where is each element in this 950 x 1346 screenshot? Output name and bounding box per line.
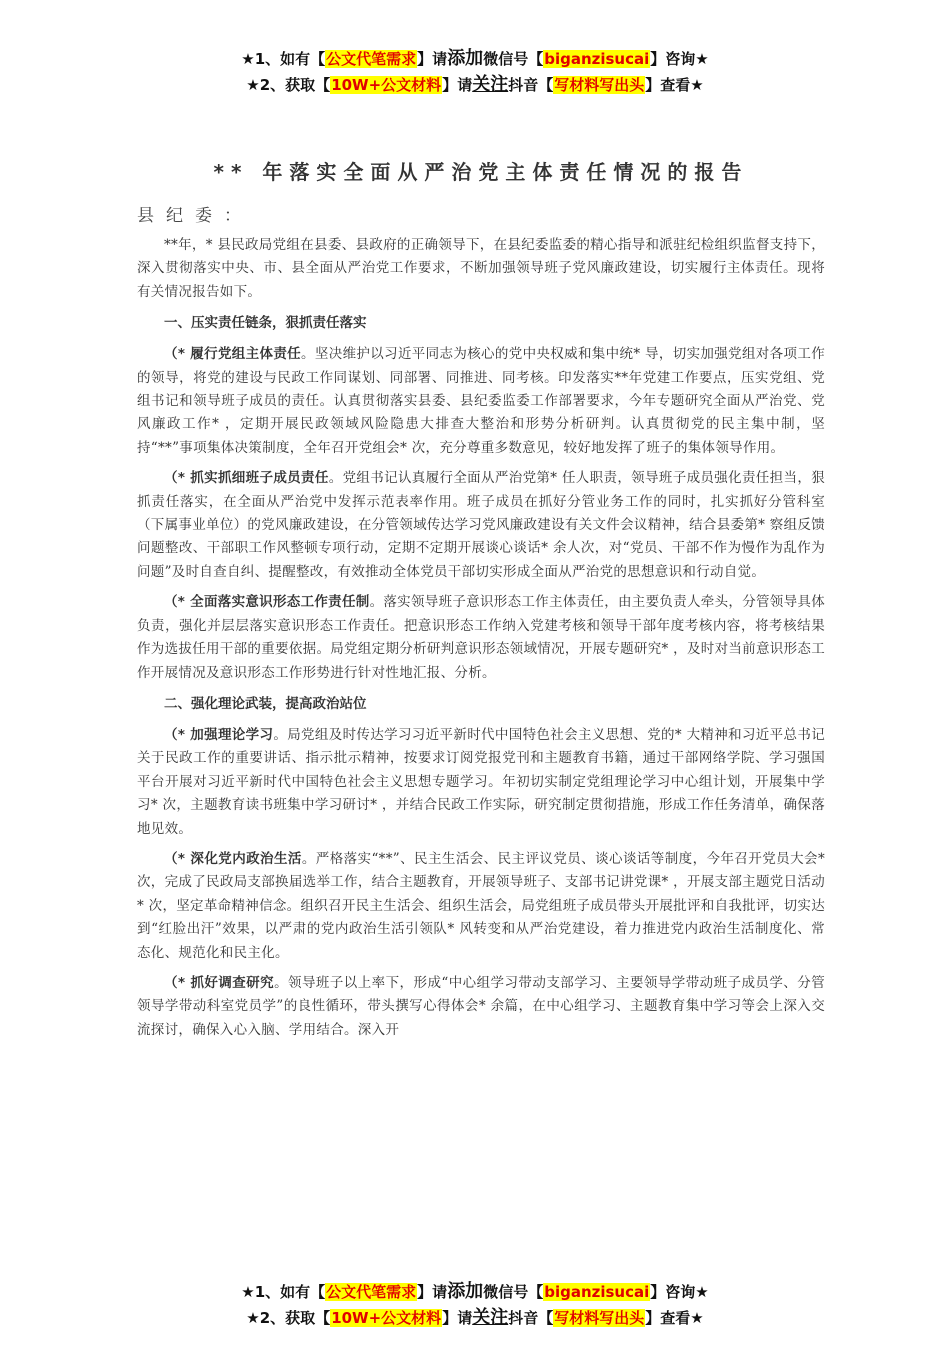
- promo-highlight: 公文代笔需求: [326, 1283, 417, 1301]
- section-heading-1: 一、压实责任链条，狠抓责任落实: [164, 315, 367, 332]
- section-heading-2: 二、强化理论武装，提高政治站位: [164, 695, 367, 712]
- promo-text: 】请: [442, 76, 473, 94]
- promo-line-2: [0, 72, 950, 98]
- salutation: 县纪委：: [137, 206, 253, 226]
- promo-text: 】咨询★: [650, 50, 709, 68]
- promo-text: ★1、如有【: [241, 50, 326, 68]
- promo-highlight: 10W+公文材料: [331, 76, 442, 94]
- promo-line-2: [0, 1305, 950, 1331]
- promo-text: 抖音【: [508, 76, 554, 94]
- paragraph-lead: （* 全面落实意识形态工作责任制: [164, 594, 370, 611]
- intro-paragraph: **年，* 县民政局党组在县委、县政府的正确领导下，在县纪委监委的精心指导和派驻纪检组织监督支持下，深入贯彻落实中央、市、县全面从严治党工作要求，不断加强领导班子党风廉政建设，切实履行主体责任。现将有关情况报告如下。: [137, 237, 825, 300]
- promo-text: 】查看★: [645, 1309, 704, 1327]
- promo-highlight-douyin-id: 写材料写出头: [554, 1309, 645, 1327]
- promo-highlight-wechat-id: biganzisucai: [544, 50, 650, 68]
- promo-text: 】请: [417, 50, 448, 68]
- paragraph-body: 。坚决维护以习近平同志为核心的党中央权威和集中统* 导，切实加强党组对各项工作的领导，将党的建设与民政工作同谋划、同部署、同推进、同考核。印发落实**年党建工作要点，压实党组、党组书记和领导班子成员的责任。认真贯彻落实县委、县纪委监委工作部署要求，今年专题研究全面从严治党、党风廉政工作* ，定期开展民政领域风险隐患大排查大整治和形势分析研判。认真贯彻党的民主集中制，坚持“**”事项集体决策制度，全年召开党组会* 次，充分尊重多数意见，较好地发挥了班子的集体领导作用。: [137, 346, 825, 456]
- promo-highlight-douyin-id: 写材料写出头: [554, 76, 645, 94]
- promo-emphasis: 添加: [447, 48, 484, 69]
- body-paragraph: [137, 972, 825, 1042]
- promo-emphasis: 关注: [472, 74, 509, 95]
- paragraph-body: 。领导班子以上率下，形成“中心组学习带动支部学习、主要领导学带动班子成员学、分管领导学带动科室党员学”的良性循环，带头撰写心得体会* 余篇，在中心组学习、主题教育集中学习等会上深入交流探讨，确保入心入脑、学用结合。深入开: [137, 974, 825, 1038]
- paragraph-body: 。严格落实“**”、民主生活会、民主评议党员、谈心谈话等制度，今年召开党员大会* 次，完成了民政局支部换届选举工作，结合主题教育，开展领导班子、支部书记讲党课* ，开展支部主题党日活动* 次，坚定革命精神信念。组织召开民主生活会、组织生活会，局党组班子成员带头开展批评和自我批评，切实达到“红脸出汗”效果，以严肃的党内政治生活引领队* 风转变和从严治党建设，着力推进党内政治生活制度化、常态化、规范化和民主化。: [137, 850, 825, 961]
- promo-highlight: 10W+公文材料: [331, 1309, 442, 1327]
- promo-text: 】咨询★: [650, 1283, 709, 1301]
- paragraph-body: 。落实领导班子意识形态工作主体责任，由主要负责人牵头，分管领导具体负责，强化并层层落实意识形态工作责任。把意识形态工作纳入党建考核和领导干部年度考核内容，将考核结果作为选拔任用干部的重要依据。局党组定期分析研判意识形态领域情况，开展专题研究* ，及时对当前意识形态工作开展情况及意识形态工作形势进行针对性地汇报、分析。: [137, 594, 825, 681]
- paragraph-lead: （* 抓实抓细班子成员责任: [164, 470, 329, 487]
- promo-emphasis: 关注: [472, 1307, 509, 1328]
- paragraph-body: 。局党组及时传达学习习近平新时代中国特色社会主义思想、党的* 大精神和习近平总书记关于民政工作的重要讲话、指示批示精神，按要求订阅党报党刊和主题教育书籍，通过干部网络学院、学习强国平台开展对习近平新时代中国特色社会主义思想专题学习。年初切实制定党组理论学习中心组计划，开展集中学习* 次，主题教育读书班集中学习研讨* ，并结合民政工作实际，研究制定贯彻措施，形成工作任务清单，确保落地见效。: [137, 726, 825, 837]
- body-paragraph: [137, 724, 825, 841]
- body-paragraph: [137, 848, 825, 965]
- promo-text: 】请: [442, 1309, 473, 1327]
- paragraph-lead: （* 履行党组主体责任: [164, 346, 302, 363]
- promo-text: 】请: [417, 1283, 448, 1301]
- promo-text: 微信号【: [483, 1283, 544, 1301]
- paragraph-body: 。党组书记认真履行全面从严治党第* 任人职责，领导班子成员强化责任担当，狠抓责任落实，在全面从严治党中发挥示范表率作用。班子成员在抓好分管业务工作的同时，扎实抓好分管科室（下属事业单位）的党风廉政建设，在分管领域传达学习党风廉政建设有关文件会议精神，结合县委第* 察组反馈问题整改、干部职工作风整顿专项行动，定期不定期开展谈心谈话* 余人次，对“党员、干部不作为慢作为乱作为问题”及时自查自纠、提醒整改，有效推动全体党员干部切实形成全面从严治党的思想意识和行动自觉。: [137, 470, 825, 580]
- paragraph-lead: （* 加强理论学习: [164, 726, 274, 743]
- body-paragraph: [137, 591, 825, 685]
- promo-line-1: [0, 1279, 950, 1305]
- promo-line-1: [0, 46, 950, 72]
- top-promo-banner: [0, 46, 950, 98]
- document-title: ** 年落实全面从严治党主体责任情况的报告: [213, 160, 749, 184]
- promo-text: 】查看★: [645, 76, 704, 94]
- bottom-promo-banner: [0, 1279, 950, 1331]
- promo-text: 抖音【: [508, 1309, 554, 1327]
- promo-highlight: 公文代笔需求: [326, 50, 417, 68]
- promo-text: ★2、获取【: [246, 76, 331, 94]
- promo-text: ★1、如有【: [241, 1283, 326, 1301]
- promo-highlight-wechat-id: biganzisucai: [544, 1283, 650, 1301]
- promo-text: ★2、获取【: [246, 1309, 331, 1327]
- document-body: [137, 156, 825, 1049]
- promo-emphasis: 添加: [447, 1281, 484, 1302]
- body-paragraph: [137, 343, 825, 460]
- paragraph-lead: （* 抓好调查研究: [164, 974, 275, 991]
- paragraph-lead: （* 深化党内政治生活: [164, 850, 302, 867]
- body-paragraph: [137, 467, 825, 584]
- promo-text: 微信号【: [483, 50, 544, 68]
